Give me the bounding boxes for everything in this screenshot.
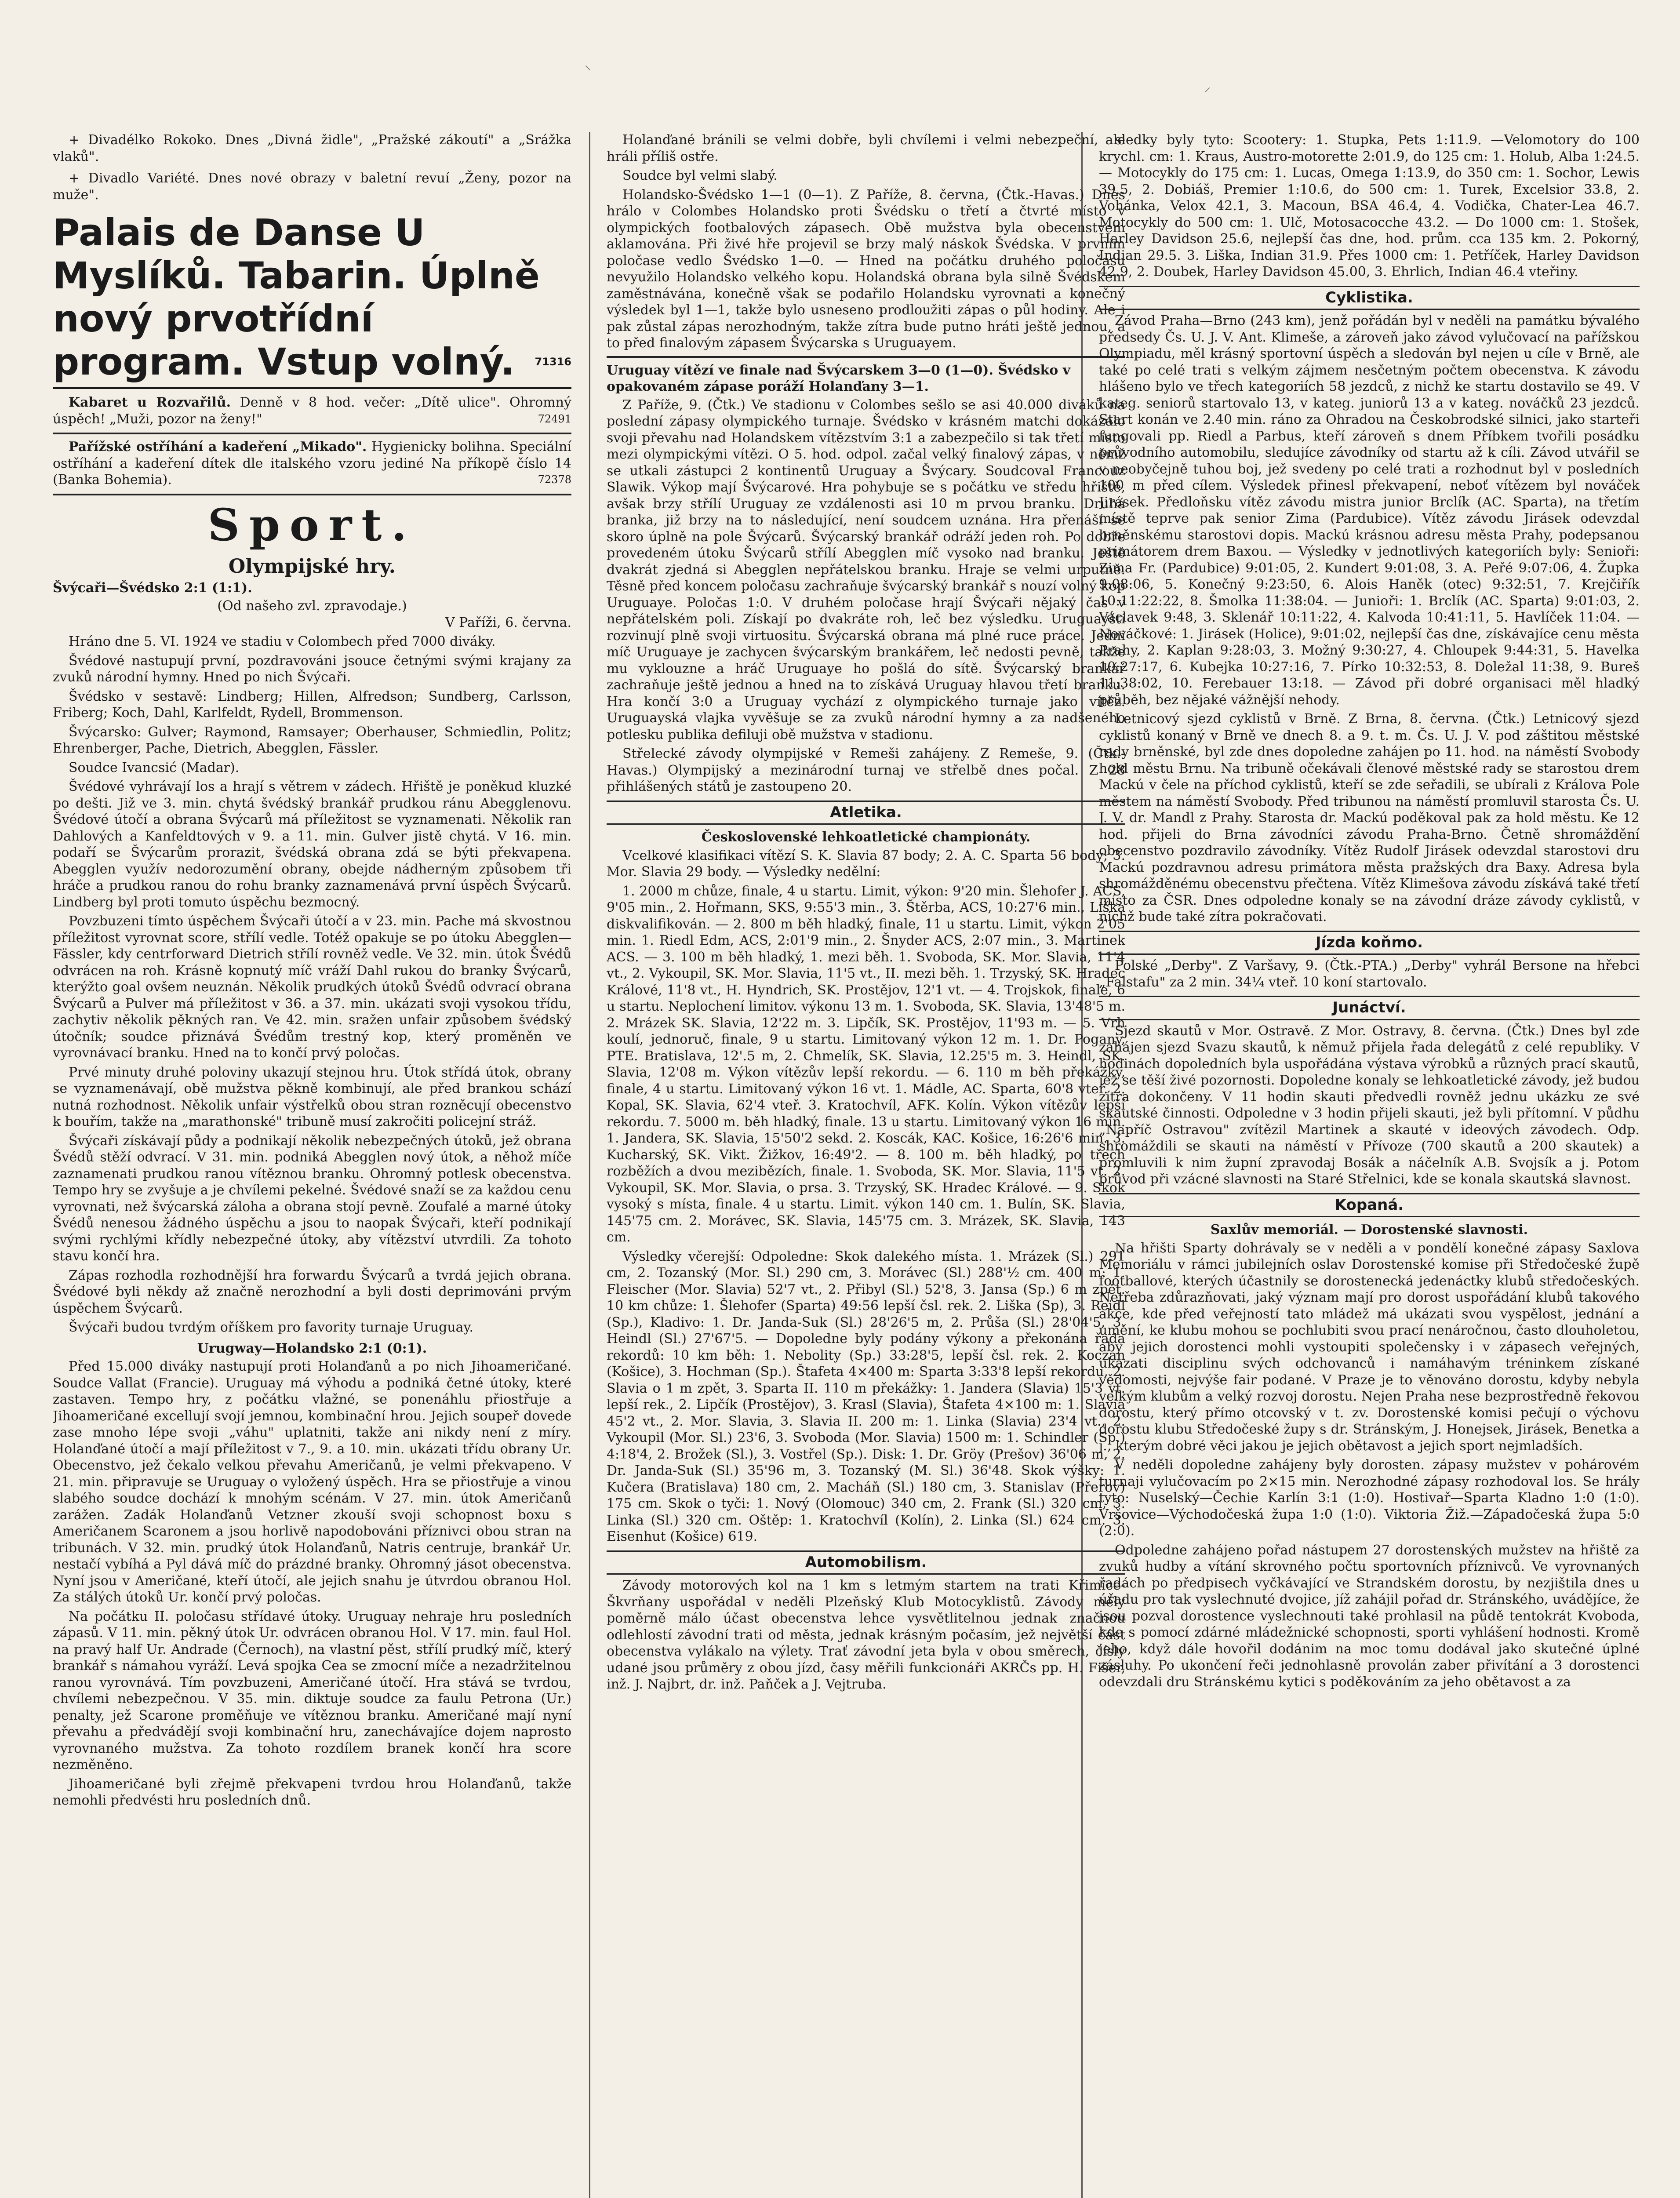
article-paragraph: Povzbuzeni tímto úspěchem Švýcaři útočí a v 23. min. Pache má skvostnou příležitost vyrovnat score, střílí vedle. Totéž opakuje se po útoku Abegglen—Fässler, kdy centrforward Dietrich střílí rovněž vedle. Ve 32. min. útok Švédů odvrácen na roh. Krásně kopnutý míč vráží Dahl rukou do branky Švýcarů, kterýžto goal ovšem neuznán. Několik prudkých útoků Švédů odvrací obrana Švýcarů a Pulver má příležitost v 36. a 37. min. ukázati svoji vysokou třídu, zachytiv několik pěkných ran. Ve 42. min. sražen unfair způsobem švédský útočník; soudce přiznává Švédům trestný kop, který proměněn ve vyrovnávací branku. Hned na to končí prvý poločas.: [53, 913, 571, 1061]
correspondent-note: (Od našeho zvl. zpravodaje.): [217, 598, 407, 614]
corner-mark: ⸍: [1204, 85, 1211, 99]
final-heading: Uruguay vítězí ve finale nad Švýcarskem 3—0 (1—0). Švédsko v opakovaném zápase poráží Holanďany 3—1.: [607, 362, 1071, 394]
article-paragraph: Na hřišti Sparty dohrávaly se v neděli a v pondělí konečné zápasy Saxlova Memoriálu v rámci jubilejních oslav Dorostenské komise při Středočeské župě footballové, kterých účastnily se dorostenecká jedenáctky klubů středočeských. Netřeba zdůrazňovati, jaký význam mají pro dorost uspořádání klubů takového akce, kde před veřejností tato mládež má ukázati svou vyspělost, jednání a umění, ke klubu mohou se pochlubiti svou prací nenáročnou, často dlouholetou, aby jejich dorostenci mohli vystoupiti společensky i v zápasech veřejných, ukazati disciplinu svých odchovanců i namáhavým tréninkem získané vědomosti, nejvýše fair podané. V Praze je to věnováno dorostu, kdyby nebyla velkým klubům a velký rozvoj dorostu. Nejen Praha nese bezprostředně řekovou dorostu, který přímo otcovský v t. zv. Dorostenské komisi pečují o výchovu dorostu klubu Středočeské župy s dr. Stránským, J. Honejsek, Jirásek, Benetka a j., kterým dobré věci jakou je jejich obětavost a jejich sport nejmladších.: [1099, 1240, 1640, 1454]
article-paragraph: Na počátku II. poločasu střídavé útoky. Uruguay nehraje hru posledních zápasů. V 11. min. pěkný útok Ur. odvrácen obranou Hol. V 17. min. faul Hol. na pravý half Ur. Andrade (Černoch), na vlastní pěst, střílí prudký míč, který brankář s námahou vyráží. Levá spojka Cea se zmocní míče a nezadržitelnou ranou vyrovnává. Tím povzbuzeni, Američané útočí. Hra stává se tvrdou, chvílemi nebezpečnou. V 35. min. diktuje soudce za faulu Petrona (Ur.) penalty, jež Scarone proměňuje ve vítěznou branku. Američané mají nyní převahu a předvádějí svoji kombinační hru, zanechávajíce dojem naprosto vyrovnaného mužstva. Za tohoto rozdílem branek končí hra score nezměněno.: [53, 1608, 571, 1772]
corner-mark: ⸌: [585, 63, 591, 77]
divider: [607, 356, 1125, 358]
ad-code: 72378: [538, 473, 571, 486]
article-paragraph: Polské „Derby". Z Varšavy, 9. (Čtk.-PTA.) „Derby" vyhrál Bersone na hřebci „Falstafu" za 2 min. 34¼ vteř. 10 koní startovalo.: [1099, 958, 1640, 990]
article-paragraph: Holandsko-Švédsko 1—1 (0—1). Z Paříže, 8. června, (Čtk.-Havas.) Dnes hrálo v Colombes Holandsko proti Švédsku o třetí a čtvrté místo v olympických footbalových zápasech. Obě mužstva byla obecenstvem aklamována. Při živé hře projevil se brzy malý náskok Švédska. V prvním poločase vedlo Švédsko 1—0. — Hned na počátku druhého poločasu nevyužilo Holandsko velkého kopu. Holandská obrana byla silně Švédskem zaměstnávána, konečně však se podařilo Holandsku vyrovnati a konečný výsledek byl 1—1, takže bylo usneseno prodloužiti zápas o půl hodiny. Ale i pak zůstal zápas nerozhodným, takže zítra bude putno hráti ještě jednou, a to před finalovým zápasem Švýcarska s Uruguayem.: [607, 187, 1125, 351]
article-paragraph: V neděli dopoledne zahájeny byly dorosten. zápasy mužstev v pohárovém turnaji vylučovacím po 2×15 min. Nerozhodné zápasy rozhodoval los. Se hrály tyto: Nuselský—Čechie Karlín 3:1 (1:0). Hostivař—Sparta Kladno 1:0 (1:0). Vršovice—Východočeská župa 1:0 (1:0). Viktoria Žiž.—Západočeská župa 5:0 (2:0).: [1099, 1457, 1640, 1539]
ad-code: 71316: [535, 356, 571, 368]
match-heading: Urugway—Holandsko 2:1 (0:1).: [197, 1340, 427, 1356]
divider: [53, 494, 571, 495]
article-paragraph: Výsledky včerejší: Odpoledne: Skok dalekého místa. 1. Mrázek (Sl.) 291 cm, 2. Tozanský (Mor. Sl.) 290 cm, 3. Morávec (Sl.) 288'½ cm. 400 m: 1. Fleischer (Mor. Slavia) 52'7 vt., 2. Přibyl (Sl.) 52'8, 3. Jansa (Sp.) 6 m zpět. 10 km chůze: 1. Šlehofer (Sparta) 49:56 lepší čsl. rek. 2. Liška (Sp), 3. Reidl (Sp.), Kladivo: 1. Dr. Janda-Suk (Sl.) 28'26'5 m, 2. Průša (Sl.) 28'04'5, 3. Heindl (Sl.) 27'67'5. — Dopoledne byly podány výkony a překonána řada rekordů: 10 km běh: 1. Nebolity (Sp.) 33:28'5, lepší čsl. rek. 2. Koczan (Košice), 3. Hochman (Sp.). Štafeta 4×400 m: Sparta 3:33'8 lepší rekordu, 2. Slavia o 1 m zpět, 3. Sparta II. 110 m překážky: 1. Jandera (Slavia) 15'3 vt. lepší rek., 2. Lipčík (Prostějov), 3. Krasl (Slavia), Štafeta 4×100 m: 1. Slavia 45'2 vt., 2. Mor. Slavia, 3. Slavia II. 200 m: 1. Linka (Slavia) 23'4 vt., 2. Vykoupil (Mor. Sl.) 23'6, 3. Svoboda (Mor. Slavia) 1500 m: 1. Schindler (Sp.) 4:18'4, 2. Brožek (Sl.), 3. Vostřel (Sp.). Disk: 1. Dr. Gröy (Prešov) 36'06 m, 2. Dr. Janda-Suk (Sl.) 35'96 m, 3. Tozanský (M. Sl.) 36'48. Skok výšky: 1. Kučera (Bratislava) 180 cm, 2. Macháň (Sl.) 180 cm, 3. Stanislav (Přerov) 175 cm. Skok o tyči: 1. Nový (Olomouc) 340 cm, 2. Frank (Sl.) 320 cm, 3. Linka (Sl.) 320 cm. Oštěp: 1. Kratochvíl (Kolín), 2. Linka (Sl.) 624 cm. 3. Eisenhut (Košice) 619.: [607, 1248, 1125, 1544]
sport-section-title: Sport.: [207, 499, 417, 551]
article-paragraph: Letnicový sjezd cyklistů v Brně. Z Brna, 8. června. (Čtk.) Letnicový sjezd cyklistů konaný v Brně ve dnech 8. a 9. t. m. Čs. U. J. V. pod záštitou městské rady brněnské, byl zde dnes dopoledne zahájen po 11. hod. na náměstí Svobody hold městu Brnu. Na tribuně očekávali členové městské rady se starostou drem Mackú v čele na příchod cyklistů, kteří se zde seřadili, se ubírali z Králova Pole městem na náměstí Svobody. Před tribunou na náměstí promluvil starosta Čs. U. J. V. dr. Mandl z Prahy. Starosta dr. Mackú poděkoval pak za hold městu. Ke 12 hod. přijeli do Brna závodníci závodu Praha-Brno. Četně shromáždění obecenstvo pozdravilo závodníky. Vítěz Rudolf Jirásek odevzdal starostovi dru Mackú pozdravnou adresu primátora města pražských dra Baxy. Adresa byla shromážděnému obecenstvu přečtena. Vítěz Klimešova závodu získává také třetí místo za ČSR. Dnes odpoledne konaly se na závodní dráze závody cyklistů, v nichž bude také zítra pokračovati.: [1099, 711, 1640, 924]
article-paragraph: Švédové nastupují první, pozdravováni jsouce četnými svými krajany za zvuků národní hymny. Hned po nich Švýcaři.: [53, 653, 571, 685]
scouting-heading: Junáctví.: [1099, 996, 1640, 1020]
automobilism-heading: Automobilism.: [607, 1550, 1125, 1575]
theater-notice: + Divadélko Rokoko. Dnes „Divná židle", „Pražské zákoutí" a „Srážka vlaků".: [53, 132, 571, 164]
kabaret-ad: [53, 394, 571, 427]
article-paragraph: Švédsko v sestavě: Lindberg; Hillen, Alfredson; Sundberg, Carlsson, Friberg; Koch, Dahl, Karlfeldt, Rydell, Brommenson.: [53, 688, 571, 721]
hairdresser-ad: [53, 439, 571, 488]
article-paragraph: sledky byly tyto: Scootery: 1. Stupka, Pets 1:11.9. —Velomotory do 100 krychl. cm: 1. Kraus, Austro-motorette 2:01.9, do 125 cm: 1. Holub, Alba 1:24.5. — Motocykly do 175 cm: 1. Lucas, Omega 1:13.9, do 350 cm: 1. Sochor, Lewis 39.5, 2. Dobiáš, Premier 1:10.6, do 500 cm: 1. Turek, Excelsior 33.8, 2. Vohánka, Velox 42.1, 3. Macoun, BSA 46.4, 4. Vodička, Chater-Lea 46.7. Motocykly do 500 cm: 1. Ulč, Motosacocche 43.2. — Do 1000 cm: 1. Stošek, Harley Davidson 25.6, nejlepší čas dne, hod. prům. cca 135 km. 2. Pokorný, Indian 29.5. 3. Liška, Indian 31.9. Přes 1000 cm: 1. Petříček, Harley Davidson 42.9, 2. Doubek, Harley Davidson 45.00, 3. Ehrlich, Indian 46.4 vteřiny.: [1099, 132, 1640, 280]
article-paragraph: Švýcaři budou tvrdým oříškem pro favority turnaje Uruguay.: [69, 1320, 474, 1335]
article-paragraph: Holanďané bránili se velmi dobře, byli chvílemi i velmi nebezpeční, ale hráli příliš ostře.: [607, 132, 1125, 164]
ad-text: Palais de Danse U Myslíků. Tabarin. Úplně nový prvotřídní program. Vstup volný.: [53, 211, 540, 383]
column-2: [607, 132, 1125, 2198]
athletics-subheading: Československé lehkoatletické championáty.: [701, 830, 1031, 845]
column-3: [1099, 132, 1640, 2198]
article-paragraph: Střelecké závody olympijské v Remeši zahájeny. Z Remeše, 9. (Čtk.-Havas.) Olympijský a mezinárodní turnaj ve střelbě dnes počal. Z 28 přihlášených států je zastoupeno 20.: [607, 746, 1125, 794]
palais-de-danse-ad: [53, 211, 571, 389]
athletics-heading: Atletika.: [607, 801, 1125, 825]
divider: [53, 433, 571, 434]
ad-body: Hygienicky bolihna. Speciální ostříhání a kadeření dítek dle italského vzoru jediné Na příkopě číslo 14 (Banka Bohemia).: [53, 439, 571, 488]
article-paragraph: Závody motorových kol na 1 km s letmým startem na trati Křimice-Škvrňany uspořádal v neděli Plzeňský Klub Motocyklistů. Závody měly poměrně málo účast obecenstva lehce vysvětlitelnou jednak značnou odlehlostí závodní trati od města, jednak krásným počasím, jež největší část obecenstva vylákalo na výlety. Trať závodní jeta byla v obou směrech, čísly udané jsou průměry z obou jízd, časy měřili funkcionáři AKRČs pp. H. Fišer, inž. J. Najbrt, dr. inž. Paňček a J. Vejtruba.: [607, 1578, 1125, 1692]
article-paragraph: Švýcaři získávají půdy a podnikají několik nebezpečných útoků, jež obrana Švédů stěží odvrací. V 31. min. podniká Abegglen nový útok, a něhož míče zaznamenati prudkou ranou vítěznou branku. Ohromný potlesk obecenstva. Tempo hry se zvyšuje a je chvílemi pekelné. Švédové snaží se za každou cenu vyrovnati, než švýcarská záloha a obrana stojí pevně. Zoufalé a marné útoky Švédů nenesou žádného úspěchu a jsou to naopak Švýcaři, kteří podnikají svými rychlými křídly nebezpečné útoky, aby vítězství utvrdili. Za tohoto stavu končí hra.: [53, 1133, 571, 1264]
article-paragraph: Soudce Ivancsić (Madar).: [69, 760, 240, 775]
article-paragraph: Vcelkové klasifikaci vítězí S. K. Slavia 87 body; 2. A. C. Sparta 56 body; 3. Mor. Slavia 29 body. — Výsledky nedělní:: [607, 848, 1125, 880]
cycling-heading: Cyklistika.: [1099, 286, 1640, 310]
olympic-heading: Olympijské hry.: [228, 555, 396, 578]
dateline: V Paříži, 6. června.: [445, 615, 571, 630]
ad-title: Kabaret u Rozvařilů.: [69, 395, 231, 410]
article-paragraph: Jihoameričané byli zřejmě překvapeni tvrdou hrou Holanďanů, takže nemohli předvésti hru posledních dnů.: [53, 1776, 571, 1808]
article-paragraph: Před 15.000 diváky nastupují proti Holanďanů a po nich Jihoameričané. Soudce Vallat (Francie). Uruguay má výhodu a podniká četné útoky, které zastaven. Tempo hry, z počátku vlažné, se ponenáhlu přiostřuje a Jihoameričané excellují svojí jemnou, kombinační hrou. Jejich soupeř dovede zase mnoho lépe svoji „váhu" uplatniti, takže ani nikdy není z míry. Holanďané útočí a mají příležitost v 7., 9. a 10. min. ukázati třídu obrany Ur. Obecenstvo, jež čekalo velkou převahu Američanů, je velmi překvapeno. V 21. min. připravuje se Uruguay o vyložený úspěch. Hra se přiostřuje a vinou slabého soudce dochází k mnohým scénám. V 27. min. útok Američanů zarážen. Zadák Holanďanů Vetzner zkouší svoji schopnost boxu s Američanem Scaronem a jsou horlivě napodobováni příznivci obou stran na tribunách. V 32. min. prudký útok Holanďanů, Natris centruje, brankář Ur. nestačí vybíhá a Pyl dává míč do prázdné branky. Ohromný jásot obecenstva. Nyní jsou v Američané, kteří útočí, ale jejich snahu je útvrdou obranou Hol. Za stálých útoků Ur. končí prvý poločas.: [53, 1359, 571, 1605]
article-paragraph: Prvé minuty druhé poloviny ukazují stejnou hru. Útok střídá útok, obrany se vyznamenávají, obě mužstva pěkně kombinují, ale před brankou schází nutná rozhodnost. Několik unfair výstřelků obou stran rozněcují obecenstvo k bouřím, takže na „marathonské" tribuně musí zakročiti policejní stráž.: [53, 1064, 571, 1129]
ad-title: Pařížské ostříhání a kadeření „Mikado".: [69, 439, 367, 455]
article-paragraph: Závod Praha—Brno (243 km), jenž pořádán byl v neděli na památku bývalého předsedy Čs. U. J. V. Ant. Klimeše, a zároveň jako závod vylučovací na pařížskou Olympiadu, měl krásný sportovní úspěch a sledován byl nejen u cíle v Brně, ale také po celé trati s velkým zájmem nesčetným počtem obecenstva. K závodu hlášeno bylo ve třech kategoriích 58 jezdců, z nichž ke startu dostavilo se 49. V kateg. seniorů startovalo 13, v kateg. juniorů 13 a v kateg. nováčků 23 jezdců. Start konán ve 2.40 min. ráno za Ohradou na Českobrodské silnici, jako starteři fungovali pp. Riedl a Parbus, kteří zároveň s dnem Příbkem tvořili posádku průvodního automobilu, sledujíce závodníky od startu až k cíli. Závod utvářil se v neobyčejně tuhou boj, jež svedeny po celé trati a rozhodnut byl v posledních 100 m před cílem. Výsledek přinesl překvapení, neboť vítězem byl nováček Jirásek. Předloňsku vítěz závodu mistra junior Brclík (AC. Sparta), na třetím místě teprve pak senior Zima (Pardubice). Vítěz závodu Jirásek odevzdal brněnskému starostovi dopis. Mackú krásnou adresu města Prahy, podepsanou primátorem drem Baxou. — Výsledky v jednotlivých kategoriích byly: Senioři: Zima Fr. (Pardubice) 9:01:05, 2. Kundert 9:01:08, 3. A. Peřé 9:07:06, 4. Župka 9:08:06, 5. Konečný 9:23:50, 6. Alois Haněk (otec) 9:32:51, 7. Krejčiřík 10:11:22:22, 8. Šmolka 11:38:04. — Junioři: 1. Brclík (AC. Sparta) 9:01:03, 2. Václavek 9:48, 3. Sklenář 10:11:22, 4. Kalvoda 10:41:11, 5. Havlíček 11:04. — Nováčkové: 1. Jirásek (Holice), 9:01:02, nejlepší čas dne, získávajíce cenu města Prahy, 2. Kaplan 9:28:03, 3. Možný 9:30:27, 4. Chloupek 9:44:31, 5. Havelka 10:27:17, 6. Kubejka 10:27:16, 7. Pírko 10:32:53, 8. Doležal 11:38, 9. Bureš 11:38:02, 10. Ferebauer 13:18. — Závod při dobré organisaci měl hladký průběh, bez nějaké vážnější nehody.: [1099, 313, 1640, 708]
football-subheading: Saxlův memoriál. — Dorostenské slavnosti.: [1210, 1222, 1528, 1237]
article-paragraph: Sjezd skautů v Mor. Ostravě. Z Mor. Ostravy, 8. června. (Čtk.) Dnes byl zde zahájen sjezd Svazu skautů, k němuž přijela řada delegátů z celé republiky. V hodinách dopoledních byla uspořádána výstava výrobků a různých prací skautů, jež se těší živé pozornosti. Dopoledne konaly se lehkoatletické závody, jež budou zítra dokončeny. V 11 hodin skauti předvedli rovněž jednu ukázku ze své skautské činnosti. Odpoledne v 3 hodin přijeli skauti, jež byli přítomní. V půdhu „Napříč Ostravou" zvítězil Martinek a skauté v ideových závodech. Odp. shromáždili se skauti na náměstí v Přívoze (700 skautů a 200 skautek) a promluvili k nim župní zpravodaj Bosák a náčelník A.B. Svojsík a j. Potom průvod při vzácné slavnosti na Staré Střelnici, kde se konala skautská slavnost.: [1099, 1023, 1640, 1187]
match-heading: Švýcaři—Švédsko 2:1 (1:1).: [53, 580, 252, 596]
ad-body: Denně v 8 hod. večer: „Dítě ulice". Ohromný úspěch! „Muži, pozor na ženy!": [53, 395, 571, 427]
football-heading: Kopaná.: [1099, 1193, 1640, 1218]
article-paragraph: Zápas rozhodla rozhodnější hra forwardu Švýcarů a tvrdá jejich obrana. Švédové byli někdy až značně nerozhodní a byli dosti deprimováni prvým úspěchem Švýcarů.: [53, 1267, 571, 1316]
article-paragraph: Soudce byl velmi slabý.: [622, 168, 778, 183]
article-paragraph: Z Paříže, 9. (Čtk.) Ve stadionu v Colombes sešlo se asi 40.000 diváků na poslední zápasy olympického turnaje. Švédsko v krásném matchi dokázalo svoji převahu nad Holandskem vítězstvím 3:1 a zabezpečilo si tak třetí místo mezi olympickými vítězi. O 5. hod. odpol. začal velký finalový zápas, v němž se utkali zástupci 2 kontinentů Uruguay a Švýcary. Soudcoval Francouz Slawik. Výkop mají Švýcarové. Hra pohybuje se s počátku ve středu hřiště, avšak brzy střílí Uruguay ze vzdálenosti asi 10 m prvou branku. Druhá branka, již brzy na to následující, není soudcem uznána. Hra přenáší se skoro úplně na pole Švýcarů. Švýcarský brankář odráží jeden roh. Po dobře provedeném útoku Švýcarů střílí Abegglen míč vysoko nad branku. Ještě dvakrát zjedná si Abegglen nepřátelskou branku. Hraje se velmi urputně. Těsně před koncem poločasu zachraňuje švýcarský brankář s nouzí volný kop Uruguaye. Poločas 1:0. V druhém poločase hrají Švýcaři nějaký čas v nepřátelském poli. Získají po dvakráte roh, leč bez výsledku. Uruguayští rozvinují plně svoji virtuositu. Švýcarská obrana má plné ruce práce. Jedni míč Uruguaye je zachycen švýcarským brankářem, leč nedosti pevně, takže mu vyklouzne a hráč Uruguaye ho pošlá do sítě. Švýcarský brankář zachraňuje ještě jednou a hned na to získává Uruguay hlavou třetí branku. Hra končí 3:0 a Uruguay vychází z olympického turnaje jako vítěz. Uruguayská vlajka vyvěšuje se za zvuků národní hymny a za nadšeného potlesku publika defiluji obě mužstva v stadionu.: [607, 397, 1125, 742]
article-paragraph: Odpoledne zahájeno pořad nástupem 27 dorostenských mužstev na hřiště za zvuků hudby a vítání skrovného počtu sportovních příznivců. Ve vyrovnaných řadách po předpisech vyčkávající ve Strandském dorostu, by nezjištila dnes u úřadu pro tak vyslechnuté dvojice, jíž zahájil pořad dr. Stránského, uvádějíce, že jsou pozval dorostence vyslechnouti také prohlasil na půdě tentokrát Kvoboda, kde s pomocí zdárné mládežnické schopnosti, sporti vyhlášení hodnosti. Kromě jeho, když dále hovořil dodánim na moc tomu dodával jako skutečné úplné zásluhy. Po ukončení řeči jednohlasně provolán zaber přivítání a 3 dorostenci odevzdali dru Stránskému kytici s poděkováním za jeho obětavost a za: [1099, 1542, 1640, 1690]
column-1: [53, 132, 571, 2198]
column-rule: [589, 132, 590, 2198]
ad-code: 72491: [538, 412, 571, 425]
article-paragraph: Hráno dne 5. VI. 1924 ve stadiu v Colombech před 7000 diváky.: [69, 634, 496, 649]
horse-riding-heading: Jízda koňmo.: [1099, 931, 1640, 955]
theater-notice: + Divadlo Variété. Dnes nové obrazy v baletní revuí „Ženy, pozor na muže".: [53, 171, 571, 203]
article-paragraph: Švýcarsko: Gulver; Raymond, Ramsayer; Oberhauser, Schmiedlin, Politz; Ehrenberger, Pache, Dietrich, Abegglen, Fässler.: [53, 724, 571, 756]
article-paragraph: 1. 2000 m chůze, finale, 4 u startu. Limit, výkon: 9'20 min. Šlehofer J. ACS, 9'05 min., 2. Hořmann, SKS, 9:55'3 min., 3. Štěrba, ACS, 10:27'6 min., Liška diskvalifikován. — 2. 800 m běh hladký, finale, 11 u startu. Limit, výkon 2'05 min. 1. Riedl Edm, ACS, 2:01'9 min., 2. Šnyder ACS, 2:07 min., 3. Martinek ACS. — 3. 100 m běh hladký, 1. mezi běh. 1. Svoboda, SK. Mor. Slavia, 11'4 vt., 2. Vykoupil, SK. Mor. Slavia, 11'5 vt., II. mezi běh. 1. Trzyský, SK. Hradec Králové, 11'8 vt., H. Hyndrich, SK. Prostějov, 12'1 vt. — 4. Trojskok, finale, 6 u startu. Neplochení limitov. výkonu 13 m. 1. Svoboda, SK. Slavia, 13'48'5 m. 2. Mrázek SK. Slavia, 12'22 m. 3. Lipčík, SK. Prostějov, 11'93 m. — 5. Vrh koulí, jednoruč, finale, 9 u startu. Limitovaný výkon 12 m. 1. Dr. Pogany, PTE. Bratislava, 12'.5 m, 2. Chmelík, SK. Slavia, 12.25'5 m. 3. Heindl, SK. Slavia, 12'08 m. Výkon vítězův lepší rekordu. — 6. 110 m běh překážky, finale, 4 u startu. Limitovaný výkon 16 vt. 1. Mádle, AC. Sparta, 60'8 vteř. 2. Kopal, SK. Slavia, 62'4 vteř. 3. Kratochvíl, AFK. Kolín. Výkon vítězův lepší rekordu. 7. 5000 m. běh hladký, finale. 13 u startu. Limitovaný výkon 16 min. 1. Jandera, SK. Slavia, 15'50'2 sekd. 2. Koscák, KAC. Košice, 16:26'6 min. 3. Kucharský, SK. Vikt. Žižkov, 16:49'2. — 8. 100 m. běh hladký, po třech rozběžích a dvou mezibězích, finale. 1. Svoboda, SK. Mor. Slavia, 11'5 vt. 2. Vykoupil, SK. Mor. Slavia, o prsa. 3. Trzyský, SK. Hradec Králové. — 9. Skok vysoký s místa, finale. 4 u startu. Limit. výkon 140 cm. 1. Bulín, SK. Slavia, 145'75 cm. 2. Morávec, SK. Slavia, 145'75 cm. 3. Mrázek, SK. Slavia, 143 cm.: [607, 883, 1125, 1245]
article-paragraph: Švédové vyhrávají los a hrají s větrem v zádech. Hřiště je poněkud kluzké po dešti. Již ve 3. min. chytá švédský brankář prudkou ránu Abegglenovu. Švédové útočí a obrana Švýcarů má příležitost se vyznamenati. Několik ran Dahlových a Kanfeldtových v 9. a 11. min. Gulver jistě chytá. V 16. min. podaří se Švýcarům prorazit, švédská obrana zdá se býti překvapena. Abegglen využív nedorozumění obrany, obejde nádherným způsobem tři hráče a prudkou ranou do rohu branky zaznamenává první úspěch Švýcarů. Lindberg byl proti tomuto úspěchu bezmocný.: [53, 779, 571, 910]
